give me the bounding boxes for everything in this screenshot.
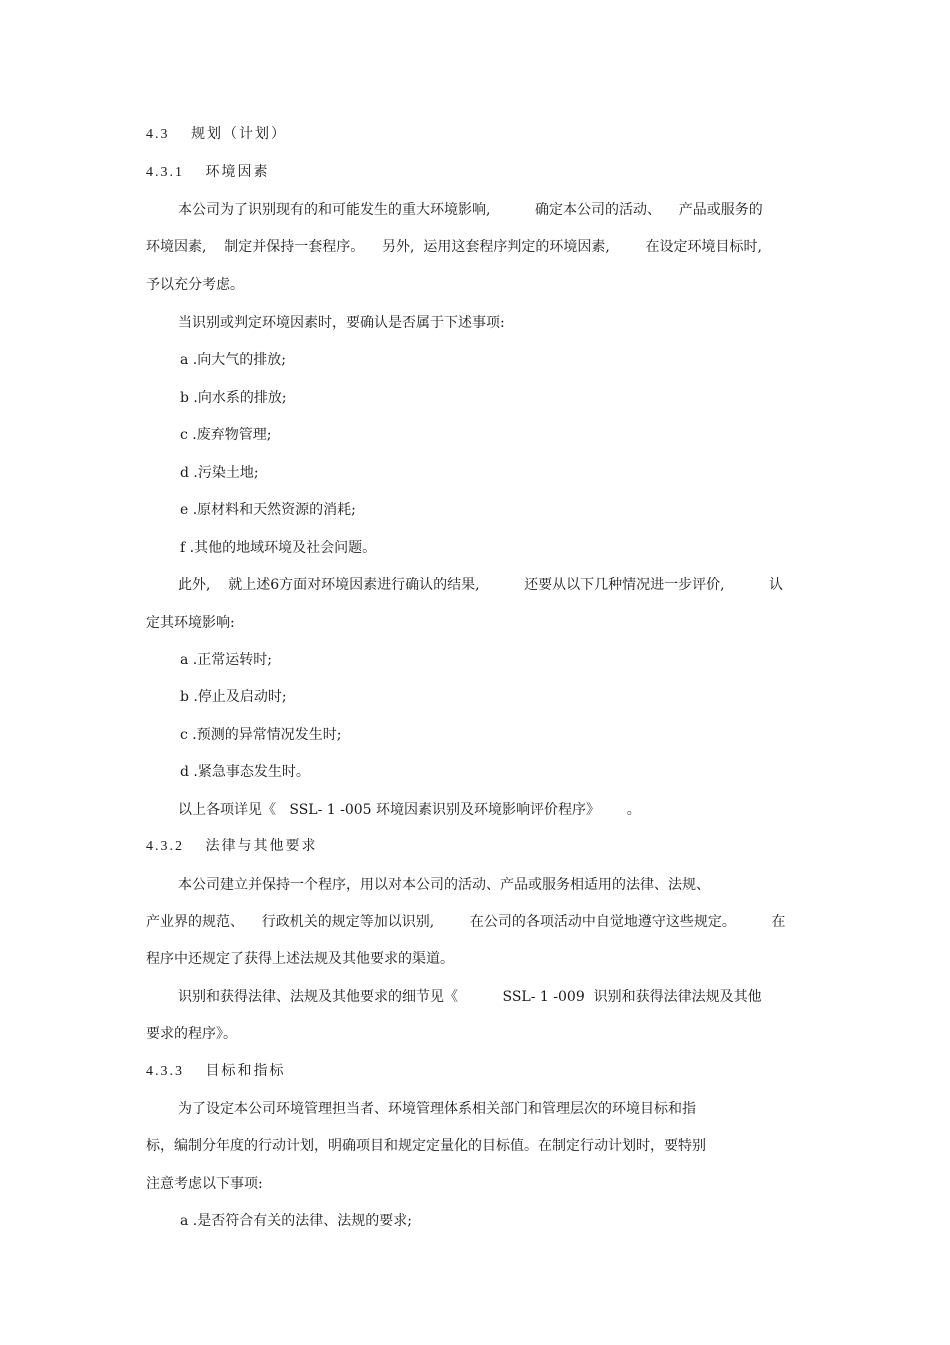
list-item: d .污染土地; (180, 465, 259, 481)
list-item: b .停止及启动时; (180, 689, 287, 705)
list-item: a .向大气的排放; (180, 352, 286, 368)
paragraph-line: 本公司建立并保持一个程序，用以对本公司的活动、产品或服务相适用的法律、法规、 (178, 877, 710, 893)
paragraph-line: 注意考虑以下事项: (146, 1176, 263, 1192)
list-item: c .预测的异常情况发生时; (180, 727, 342, 743)
section-heading-4-3-3: 4.3.3 目标和指标 (146, 1064, 286, 1079)
paragraph-line: 此外, 就上述6方面对环境因素进行确认的结果, 还要从以下几种情况进一步评价, 认 (178, 577, 784, 593)
section-heading-4-3: 4.3 规划（计划） (146, 127, 287, 142)
paragraph-line: 程序中还规定了获得上述法规及其他要求的渠道。 (146, 951, 454, 967)
paragraph-line: 予以充分考虑。 (146, 277, 244, 293)
paragraph-line: 为了设定本公司环境管理担当者、环境管理体系相关部门和管理层次的环境目标和指 (178, 1101, 696, 1117)
list-item: a .正常运转时; (180, 652, 272, 668)
section-heading-4-3-1: 4.3.1 环境因素 (146, 165, 270, 180)
paragraph-line: 本公司为了识别现有的和可能发生的重大环境影响, 确定本公司的活动、 产品或服务的 (178, 202, 763, 218)
reference-line: 以上各项详见《 SSL- 1 -005 环境因素识别及环境影响评价程序》 。 (178, 802, 641, 818)
list-item: f .其他的地域环境及社会问题。 (180, 540, 377, 556)
paragraph-line: 标，编制分年度的行动计划，明确项目和规定定量化的目标值。在制定行动计划时，要特别 (146, 1138, 706, 1154)
list-item: d .紧急事态发生时。 (180, 764, 310, 780)
list-item: b .向水系的排放; (180, 390, 287, 406)
list-item: a .是否符合有关的法律、法规的要求; (180, 1213, 412, 1229)
paragraph-line: 要求的程序》。 (146, 1026, 237, 1042)
section-heading-4-3-2: 4.3.2 法律与其他要求 (146, 839, 318, 854)
paragraph-line: 产业界的规范、 行政机关的规定等加以识别, 在公司的各项活动中自觉地遵守这些规定。 在 (146, 914, 786, 930)
paragraph-line: 环境因素, 制定并保持一套程序。 另外, 运用这套程序判定的环境因素, 在设定环境目标时, (146, 239, 762, 255)
list-item: e .原材料和天然资源的消耗; (180, 502, 356, 518)
paragraph-line: 当识别或判定环境因素时，要确认是否属于下述事项: (178, 315, 505, 331)
reference-line: 识别和获得法律、法规及其他要求的细节见《 SSL- 1 -009 识别和获得法律法规及其他 (178, 989, 762, 1005)
list-item: c .废弃物管理; (180, 427, 272, 443)
paragraph-line: 定其环境影响: (146, 615, 235, 631)
